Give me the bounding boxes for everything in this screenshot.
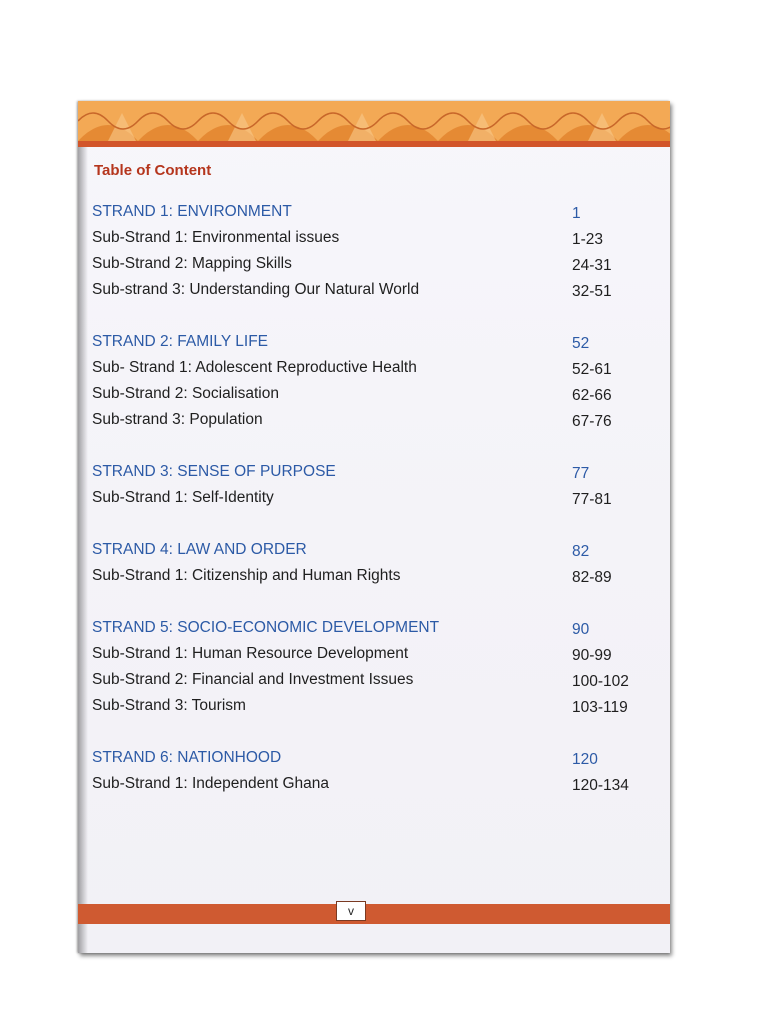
toc-substrand-row bbox=[92, 773, 636, 795]
strand-title: STRAND 1: ENVIRONMENT bbox=[92, 203, 292, 220]
toc-substrand-row bbox=[92, 487, 636, 509]
substrand-title: Sub-Strand 1: Environmental issues bbox=[92, 229, 340, 246]
toc-strand-row bbox=[92, 461, 636, 483]
page-range: 82 bbox=[572, 543, 590, 560]
substrand-title: Sub-strand 3: Understanding Our Natural World bbox=[92, 281, 420, 298]
toc-substrand-row bbox=[92, 253, 636, 275]
page-range: 62-66 bbox=[572, 387, 612, 404]
toc-strand-row bbox=[92, 539, 636, 561]
page-range: 24-31 bbox=[572, 257, 612, 274]
page-range: 103-119 bbox=[572, 699, 628, 716]
strand-title: STRAND 4: LAW AND ORDER bbox=[92, 541, 307, 558]
toc-strand-row bbox=[92, 617, 636, 639]
toc-strand-row bbox=[92, 747, 636, 769]
toc-substrand-row bbox=[92, 409, 636, 431]
decorative-header-band bbox=[78, 101, 670, 141]
toc-strand-row bbox=[92, 331, 636, 353]
substrand-title: Sub-Strand 2: Financial and Investment Issues bbox=[92, 671, 414, 688]
toc-strand-row bbox=[92, 201, 636, 223]
substrand-title: Sub-Strand 1: Self-Identity bbox=[92, 489, 274, 506]
page-range: 120 bbox=[572, 751, 598, 768]
toc-substrand-row bbox=[92, 695, 636, 717]
substrand-title: Sub-Strand 1: Independent Ghana bbox=[92, 775, 329, 792]
page-range: 90 bbox=[572, 621, 590, 638]
toc-substrand-row bbox=[92, 383, 636, 405]
toc-substrand-row bbox=[92, 669, 636, 691]
header-rule bbox=[78, 141, 670, 147]
strand-title: STRAND 5: SOCIO-ECONOMIC DEVELOPMENT bbox=[92, 619, 440, 636]
header-pattern-graphic bbox=[78, 101, 670, 141]
substrand-title: Sub-Strand 3: Tourism bbox=[92, 697, 246, 714]
page-range: 77 bbox=[572, 465, 590, 482]
page-range: 67-76 bbox=[572, 413, 612, 430]
toc-substrand-row bbox=[92, 565, 636, 587]
toc-title: Table of Content bbox=[94, 162, 212, 179]
page-number: v bbox=[336, 901, 366, 921]
substrand-title: Sub-Strand 2: Socialisation bbox=[92, 385, 279, 402]
page-range: 82-89 bbox=[572, 569, 612, 586]
substrand-title: Sub-Strand 1: Citizenship and Human Rights bbox=[92, 567, 401, 584]
strand-title: STRAND 3: SENSE OF PURPOSE bbox=[92, 463, 336, 480]
page-range: 77-81 bbox=[572, 491, 612, 508]
substrand-title: Sub-strand 3: Population bbox=[92, 411, 263, 428]
page-range: 32-51 bbox=[572, 283, 612, 300]
substrand-title: Sub-Strand 2: Mapping Skills bbox=[92, 255, 292, 272]
page-range: 100-102 bbox=[572, 673, 629, 690]
page-range: 1 bbox=[572, 205, 581, 222]
toc-substrand-row bbox=[92, 279, 636, 301]
toc-substrand-row bbox=[92, 643, 636, 665]
toc-substrand-row bbox=[92, 357, 636, 379]
strand-title: STRAND 2: FAMILY LIFE bbox=[92, 333, 269, 350]
strand-title: STRAND 6: NATIONHOOD bbox=[92, 749, 282, 766]
page-range: 120-134 bbox=[572, 777, 629, 794]
page-range: 1-23 bbox=[572, 231, 604, 248]
footer-band bbox=[78, 904, 670, 924]
toc-substrand-row bbox=[92, 227, 636, 249]
substrand-title: Sub-Strand 1: Human Resource Development bbox=[92, 645, 409, 662]
page-range: 90-99 bbox=[572, 647, 612, 664]
substrand-title: Sub- Strand 1: Adolescent Reproductive Health bbox=[92, 359, 417, 376]
page-range: 52-61 bbox=[572, 361, 612, 378]
document-page bbox=[78, 101, 670, 953]
page-range: 52 bbox=[572, 335, 590, 352]
